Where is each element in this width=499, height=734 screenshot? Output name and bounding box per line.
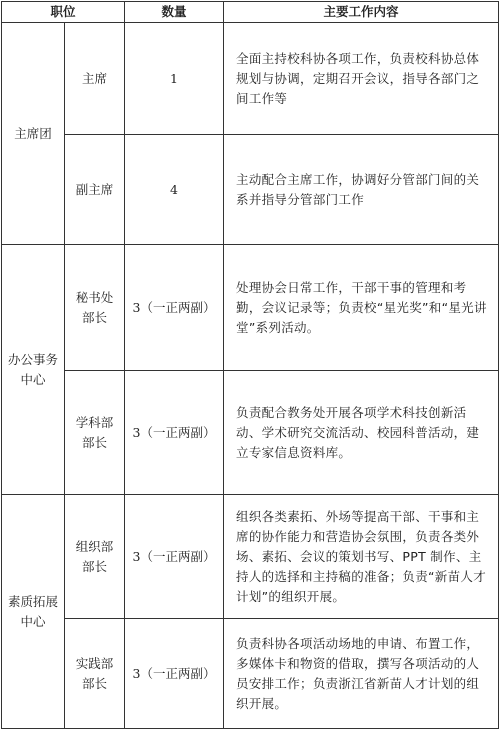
duties-cell: 组织各类素拓、外场等提高干部、干事和主席的协作能力和营造协会氛围，负责各类外场、素拓、会议的策划书写、PPT 制作、主持人的选择和主持稿的准备；负责“新苗人才计划”的组织开展。 — [224, 495, 499, 619]
duties-cell: 负责配合教务处开展各项学术科技创新活动、学术研究交流活动、校园科普活动，建立专家信息资料库。 — [224, 371, 499, 495]
group-cell — [2, 23, 65, 245]
table-row — [2, 371, 499, 495]
header-row — [2, 2, 499, 23]
position-cell: 副主席 — [65, 135, 125, 245]
group-cell — [2, 495, 65, 729]
table-row — [2, 23, 499, 135]
header-position: 职位 — [2, 2, 125, 23]
duties-cell: 主动配合主席工作，协调好分管部门间的关系并指导分管部门工作 — [224, 135, 499, 245]
group-label: 素质拓展中心 — [8, 593, 59, 629]
table-row — [2, 619, 499, 729]
position-cell: 秘书处部长 — [65, 245, 125, 371]
group-cell — [2, 245, 65, 495]
quantity-cell: 3（一正两副） — [125, 495, 224, 619]
position-cell: 实践部部长 — [65, 619, 125, 729]
quantity-cell: 3（一正两副） — [125, 371, 224, 495]
quantity-cell: 3（一正两副） — [125, 619, 224, 729]
header-quantity: 数量 — [125, 2, 224, 23]
group-label: 办公事务中心 — [8, 351, 59, 387]
header-duties: 主要工作内容 — [224, 2, 499, 23]
table-row — [2, 245, 499, 371]
position-cell: 学科部部长 — [65, 371, 125, 495]
duties-cell: 处理协会日常工作，干部干事的管理和考勤，会议记录等；负责校“星光奖”和“星光讲堂”系列活动。 — [224, 245, 499, 371]
quantity-cell: 1 — [125, 23, 224, 135]
table-row — [2, 135, 499, 245]
quantity-cell: 3（一正两副） — [125, 245, 224, 371]
duties-cell: 全面主持校科协各项工作，负责校科协总体规划与协调，定期召开会议，指导各部门之间工作等 — [224, 23, 499, 135]
table-row — [2, 495, 499, 619]
quantity-cell: 4 — [125, 135, 224, 245]
group-label: 主席团 — [14, 125, 52, 141]
duties-cell: 负责科协各项活动场地的申请、布置工作，多媒体卡和物资的借取，撰写各项活动的人员安排工作；负责浙江省新苗人才计划的组织开展。 — [224, 619, 499, 729]
position-cell: 主席 — [65, 23, 125, 135]
positions-table — [1, 1, 499, 729]
position-cell: 组织部部长 — [65, 495, 125, 619]
